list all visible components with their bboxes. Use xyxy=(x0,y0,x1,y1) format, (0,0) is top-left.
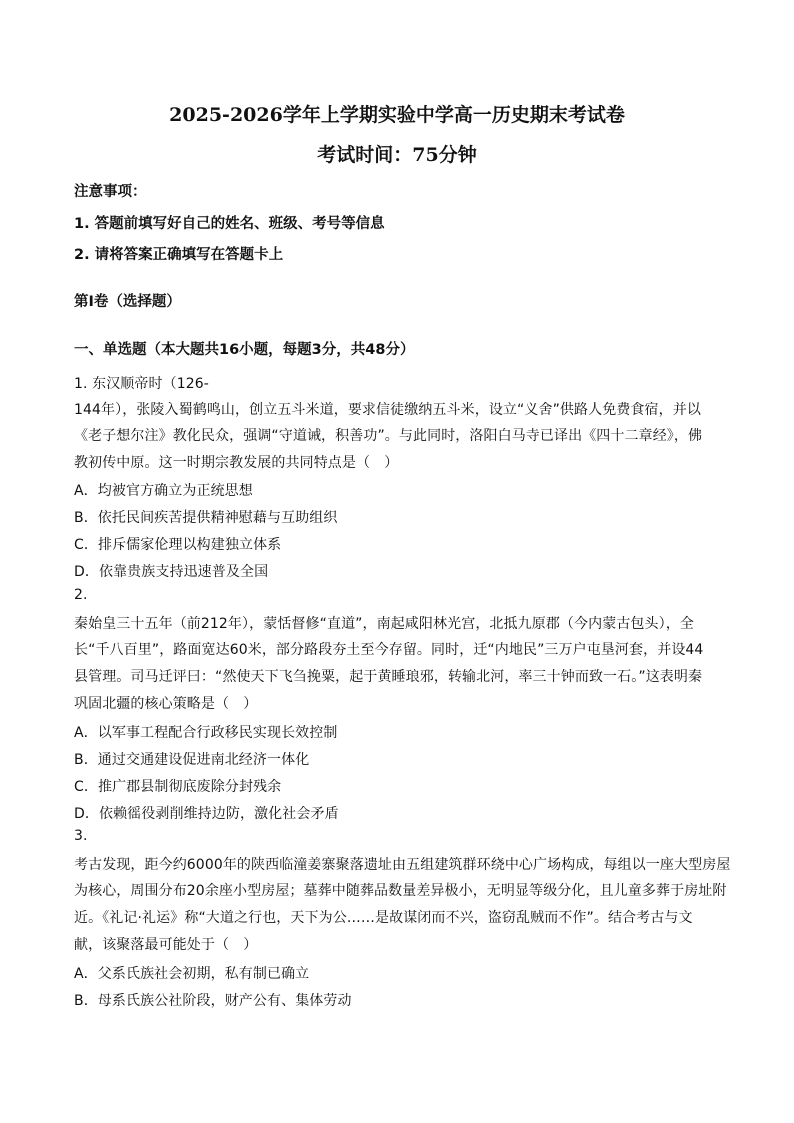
answer-option: B．通过交通建设促进南北经济一体化 xyxy=(74,752,310,768)
notice-item: 2. 请将答案正确填写在答题卡上 xyxy=(74,247,284,263)
answer-option: A．以军事工程配合行政移民实现长效控制 xyxy=(74,725,338,741)
question-text: 县管理。司马迁评曰：“然使天下飞刍挽粟，起于黄睡琅邪，转输北河，率三十钟而致一石。”这表明秦 xyxy=(74,669,703,685)
answer-option: C．推广郡县制彻底废除分封残余 xyxy=(74,779,282,795)
question-text: 考古发现，距今约6000年的陕西临潼姜寨聚落遗址由五组建筑群环绕中心广场构成，每组以一座大型房屋 xyxy=(74,857,731,873)
section-heading: 一、单选题（本大题共16小题，每题3分，共48分） xyxy=(74,342,415,358)
answer-option: A．父系氏族社会初期，私有制已确立 xyxy=(74,966,310,982)
answer-option: D．依赖徭役剥削维持边防，激化社会矛盾 xyxy=(74,806,339,822)
answer-option: C．排斥儒家伦理以构建独立体系 xyxy=(74,537,282,553)
notice-heading: 注意事项： xyxy=(74,184,147,200)
question-text: 教初传中原。这一时期宗教发展的共同特点是（ ） xyxy=(74,455,399,471)
question-text: 近。《礼记·礼运》称“大道之行也，天下为公……是故谋闭而不兴，盗窃乱贼而不作”。结合考古与文 xyxy=(74,910,693,926)
question-text: 为核心，周围分布20余座小型房屋；墓葬中随葬品数量差异极小，无明显等级分化，且儿童多葬于房址附 xyxy=(74,883,727,899)
question-text: 长“千八百里”，路面宽达60米，部分路段夯土至今存留。同时，迁“内地民”三万户屯垦河套，并设44 xyxy=(74,642,704,658)
exam-title: 2025-2026学年上学期实验中学高一历史期末考试卷 xyxy=(169,104,625,126)
question-text: 3. xyxy=(74,828,88,844)
question-text: 2. xyxy=(74,587,88,603)
answer-option: B．依托民间疾苦提供精神慰藉与互助组织 xyxy=(74,510,338,526)
answer-option: D．依靠贵族支持迅速普及全国 xyxy=(74,564,269,580)
answer-option: A．均被官方确立为正统思想 xyxy=(74,483,253,499)
question-text: 144年），张陵入蜀鹤鸣山，创立五斗米道，要求信徒缴纳五斗米，设立“义舍”供路人免费食宿，并以 xyxy=(74,402,701,418)
question-text: 献，该聚落最可能处于（ ） xyxy=(74,937,258,953)
question-text: 巩固北疆的核心策略是（ ） xyxy=(74,696,258,712)
question-text: 秦始皇三十五年（前212年），蒙恬督修“直道”，南起咸阳林光宫，北抵九原郡（今内蒙古包头），全 xyxy=(74,616,694,632)
answer-option: B．母系氏族公社阶段，财产公有、集体劳动 xyxy=(74,993,352,1009)
notice-item: 1. 答题前填写好自己的姓名、班级、考号等信息 xyxy=(74,216,385,232)
question-text: 《老子想尔注》教化民众，强调“守道诫，积善功”。与此同时，洛阳白马寺已译出《四十二章经》，佛 xyxy=(74,428,703,444)
exam-duration: 考试时间：75分钟 xyxy=(317,144,477,166)
volume-heading: 第Ⅰ卷（选择题） xyxy=(74,294,181,310)
question-text: 1. 东汉顺帝时（126- xyxy=(74,376,209,392)
